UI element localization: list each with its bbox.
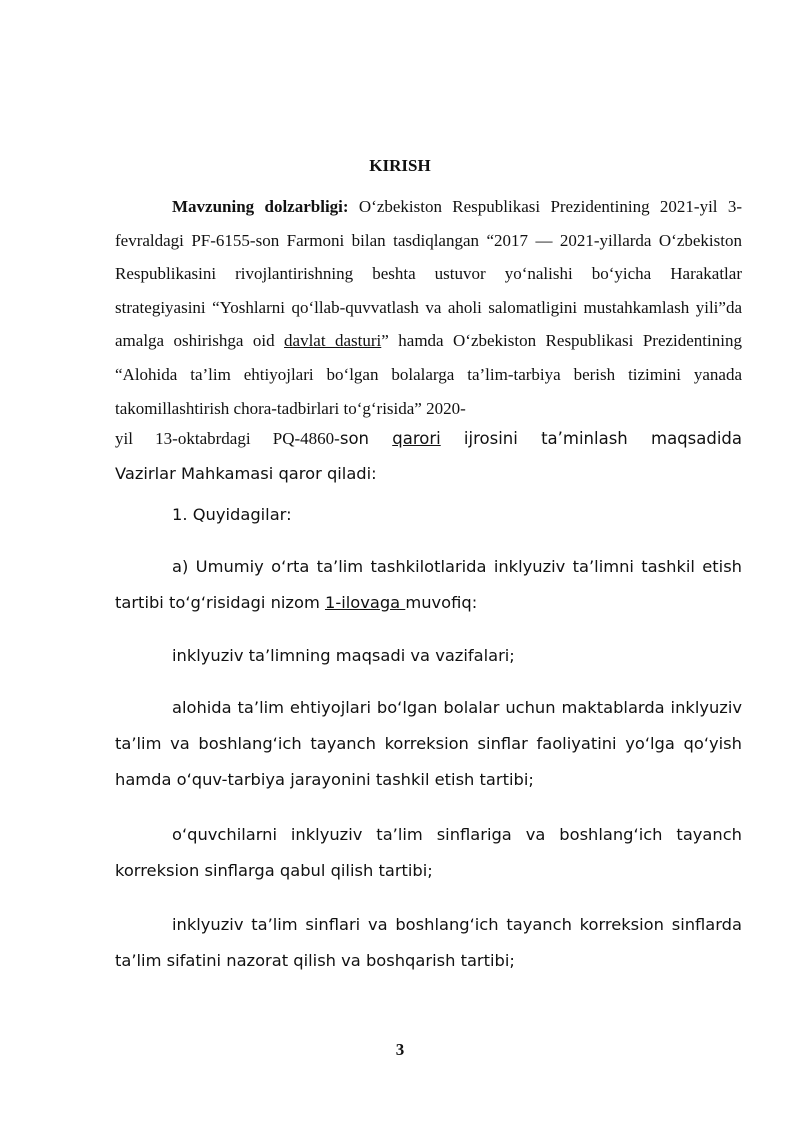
item-a-paragraph [115,549,742,621]
admission-paragraph: o‘quvchilarni inklyuziv ta’lim sinflariga va boshlang‘ich tayanch korreksion sinflarga qabul qilish tartibi; [115,825,742,880]
intro-paragraph-continued [115,422,742,456]
intro-line-decree-son: son [339,429,393,448]
intro-line-decree [115,422,742,456]
intro-line-decree-serif: yil 13-oktabrdagi PQ-4860- [115,429,340,448]
cabinet-decision-line: Vazirlar Mahkamasi qaror qiladi: [115,464,377,483]
resolution-link[interactable]: qarori [392,429,441,448]
intro-paragraph [115,190,742,425]
item-a-text-2: muvofiq: [405,593,478,612]
goals-paragraph: inklyuziv ta’limning maqsadi va vazifalari; [172,646,515,665]
state-program-link[interactable]: davlat dasturi [284,331,382,351]
intro-line-decree-rest: ijrosini ta’minlash maqsadida [440,429,743,448]
appendix-1-link[interactable]: 1-ilovaga [324,593,406,612]
relevance-label: Mavzuning dolzarbligi: [172,197,349,216]
item-1: 1. Quyidagilar: [172,505,292,524]
order-paragraph: alohida ta’lim ehtiyojlari bo‘lgan bolalar uchun maktablarda inklyuziv ta’lim va boshlang‘ich tayanch korreksion sinflar faoliyatini yo‘lga qo‘yish hamda o‘quv-tarbiya jarayonini tashkil etish tartibi; [115,698,742,789]
section-heading: KIRISH [369,156,431,175]
intro-text-2: ” hamda O‘zbekiston Respublikasi Prezidentining “Alohida ta’lim ehtiyojlari bo‘lgan bolalarga ta’lim-tarbiya berish tizimini yanada takomillashtirish chora-tadbirlari to‘g‘risida” 2020- [115,331,742,418]
item-a-text-1: a) Umumiy o‘rta ta’lim tashkilotlarida inklyuziv ta’limni tashkil etish tartibi to‘g‘risidagi nizom [115,557,742,612]
intro-text-1: O‘zbekiston Respublikasi Prezidentining 2021-yil 3-fevraldagi PF-6155-son Farmoni bilan tasdiqlangan “2017 — 2021-yillarda O‘zbekiston Respublikasini rivojlantirishning beshta ustuvor yo‘nalishi bo‘yicha Harakatlar strategiyasini “Yoshlarni qo‘llab-quvvatlash va aholi salomatligini mustahkamlash yili”da amalga oshirishga oid [115,197,742,351]
page-number: 3 [395,1040,405,1059]
quality-paragraph: inklyuziv ta’lim sinflari va boshlang‘ich tayanch korreksion sinflarda ta’lim sifatini nazorat qilish va boshqarish tartibi; [115,915,742,970]
